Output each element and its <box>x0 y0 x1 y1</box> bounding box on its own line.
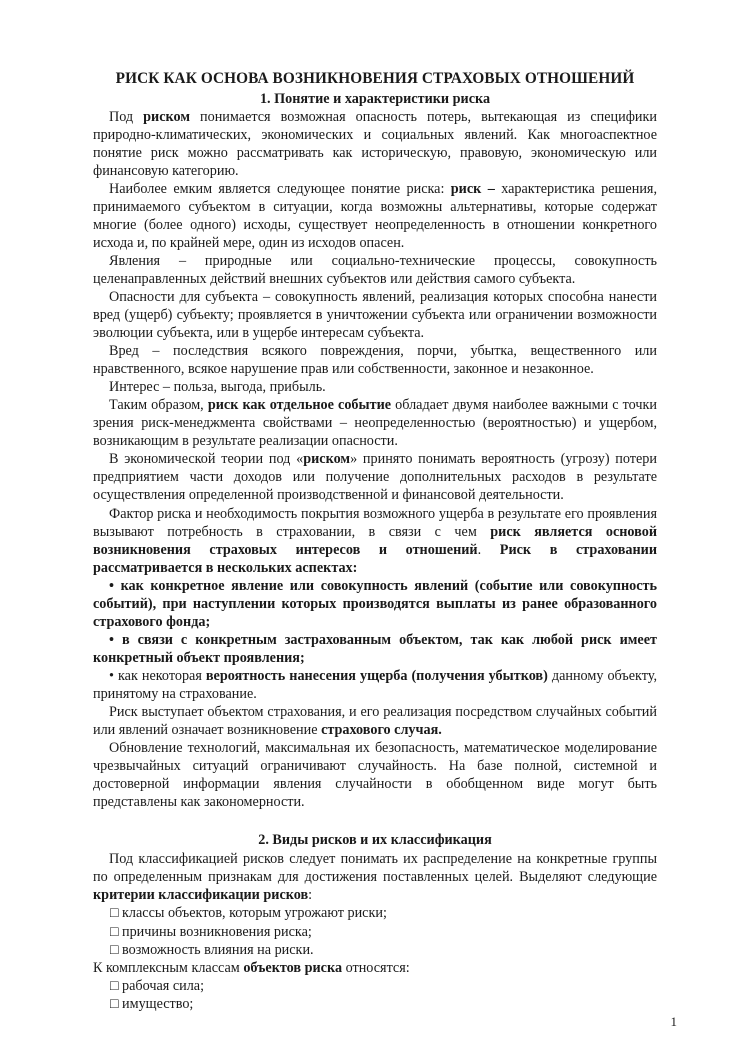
bold-term-risk-as-separate-event: риск как отдельное событие <box>207 397 392 414</box>
paragraph-risk-as-event <box>93 396 657 450</box>
text-run: характеристика решения, принимаемого субъектом в ситуации, когда возможны альтернативы, которые содержат многие (более одного) исходы, существует неопределенность в отношении конкретного исхода и, по крайней мере, один из исходов опасен. <box>93 180 657 251</box>
text-run: : <box>308 887 313 904</box>
bold-term-probability-of-damage: вероятность нанесения ущерба (получения убытков) <box>205 667 548 684</box>
text-run: понимается возможная опасность потерь, вытекающая из специфики природно-климатических, экономических и социальных явлений. Как многоаспектное понятие риск можно рассматривать как историческую, правовую, экономическую или финансовую категорию. <box>93 108 657 179</box>
paragraph-complex-classes <box>93 959 657 977</box>
list-item <box>93 941 657 959</box>
checkbox-icon: □ <box>110 977 119 994</box>
bold-term-risk-dash: риск – <box>450 180 495 197</box>
list-item <box>93 923 657 941</box>
bold-term-risk-objects: объектов риска <box>243 959 343 976</box>
text-run: обладает двумя наиболее важными с точки зрения риск-менеджмента свойствами – неопределенностью (вероятностью) и ущербом, возникающим в результате реализации опасности. <box>93 397 657 450</box>
checkbox-icon: □ <box>110 941 119 958</box>
text-run: • как некоторая <box>109 667 206 684</box>
bullet-item-1: • как конкретное явление или совокупность явлений (событие или совокупность событий), при наступлении которых производятся выплаты из ранее образованного страхового фонда; <box>93 577 657 630</box>
criteria-checkbox-list <box>93 904 657 958</box>
paragraph-risk-object-insurance <box>93 703 657 739</box>
list-item <box>93 977 657 995</box>
page-title: РИСК КАК ОСНОВА ВОЗНИКНОВЕНИЯ СТРАХОВЫХ ОТНОШЕНИЙ <box>115 70 635 87</box>
list-item-label: классы объектов, которым угрожают риски; <box>122 905 387 922</box>
bold-term-risk-in-insurance: Риск в страховании рассматривается в нескольких аспектах: <box>93 541 657 576</box>
paragraph-technology-renewal: Обновление технологий, максимальная их безопасность, математическое моделирование чрезвычайных ситуаций ограничивают случайность. На базе полной, системной и достоверной информации явления случайности в обобщенном виде могут быть представлены как закономерности. <box>93 740 657 811</box>
bullet-item-2: • в связи с конкретным застрахованным объектом, так как любой риск имеет конкретный объект проявления; <box>93 631 657 666</box>
checkbox-icon: □ <box>110 923 119 940</box>
text-run: Под <box>109 108 144 125</box>
bold-term-insurance-case: страхового случая. <box>321 722 442 739</box>
paragraph-capacious-definition <box>93 180 657 252</box>
bold-term-risk-is-basis: риск является основой возникновения страховых интересов и отношений <box>93 523 657 558</box>
text-run: Наиболее емким является следующее понятие риска: <box>109 180 451 197</box>
paragraph-risk-factor <box>93 505 657 577</box>
paragraph-dangers: Опасности для субъекта – совокупность явлений, реализация которых способна нанести вред (ущерб) субъекту; проявляется в уничтожении субъекта или ограничении возможности эволюции субъекта, или в ущербе интересам субъекта. <box>93 288 657 342</box>
text-run: относятся: <box>342 959 410 976</box>
list-item-label: имущество; <box>122 995 194 1012</box>
paragraph-harm: Вред – последствия всякого повреждения, порчи, убытка, вещественного или нравственного, всякое нарушение прав или собственности, законное и незаконное. <box>93 343 657 378</box>
bold-term-riskom-quoted: риском <box>303 451 351 468</box>
section-1-heading: 1. Понятие и характеристики риска <box>259 90 491 107</box>
paragraph-classification-intro <box>93 850 657 904</box>
text-run: Таким образом, <box>109 397 208 414</box>
list-item-label: причины возникновения риска; <box>122 923 312 940</box>
paragraph-economic-theory <box>93 450 657 504</box>
bold-term-classification-criteria: критерии классификации рисков <box>93 887 309 904</box>
paragraph-definition-risk <box>93 108 657 180</box>
text-run: В экономической теории под « <box>109 451 304 468</box>
text-run: » принято понимать вероятность (угрозу) потери предприятием части доходов или получение дополнительных расходов в результате осуществления определенной производственной и финансовой деятельности. <box>93 451 657 504</box>
list-item <box>93 904 657 922</box>
document-body <box>93 70 657 1013</box>
section-2-heading: 2. Виды рисков и их классификация <box>258 832 492 849</box>
text-run: Риск выступает объектом страхования, и его реализация посредством случайных событий или явлений означает возникновение <box>93 704 657 739</box>
text-run: К комплексным классам <box>93 959 244 976</box>
checkbox-icon: □ <box>110 995 119 1012</box>
bold-term-riskom: риском <box>143 108 191 125</box>
text-run: данному объекту, принятому на страхование. <box>93 667 657 702</box>
text-run: . <box>477 541 500 558</box>
checkbox-icon: □ <box>110 905 119 922</box>
paragraph-phenomena: Явления – природные или социально-технические процессы, совокупность целенаправленных действий внешних субъектов или действия самого субъекта. <box>93 252 657 287</box>
text-run: Под классификацией рисков следует понимать их распределение на конкретные группы по определенным признакам для достижения поставленных целей. Выделяют следующие <box>93 851 657 886</box>
objects-checkbox-list <box>93 977 657 1013</box>
bullet-item-3 <box>93 667 657 703</box>
list-item <box>93 995 657 1013</box>
page-number: 1 <box>670 1014 677 1029</box>
paragraph-interest: Интерес – польза, выгода, прибыль. <box>109 379 326 396</box>
list-item-label: рабочая сила; <box>122 977 205 994</box>
text-run: Фактор риска и необходимость покрытия возможного ущерба в результате его проявления вызывают потребность в страховании, в связи с чем <box>93 505 657 540</box>
list-item-label: возможность влияния на риски. <box>122 941 314 958</box>
